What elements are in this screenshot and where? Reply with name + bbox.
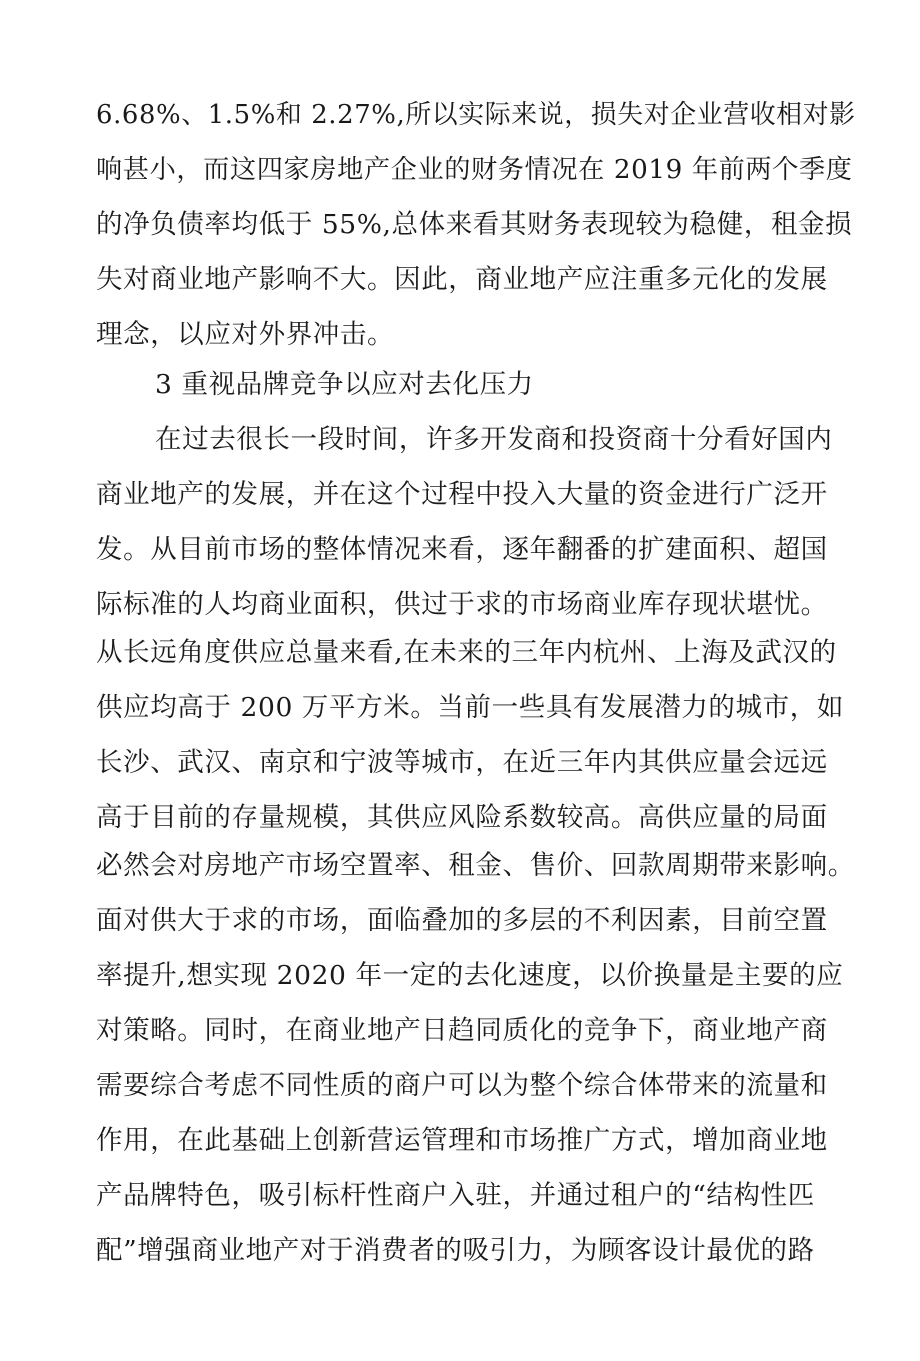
paragraph-2-line-12: 对策略。同时，在商业地产日趋同质化的竞争下，商业地产商 bbox=[96, 1015, 828, 1046]
paragraph-2-line-4: 际标准的人均商业面积，供过于求的市场商业库存现状堪忧。 bbox=[96, 589, 828, 620]
paragraph-2-line-14: 作用，在此基础上创新营运管理和市场推广方式，增加商业地 bbox=[96, 1125, 828, 1156]
paragraph-2-line-5: 从长远角度供应总量来看,在未来的三年内杭州、上海及武汉的 bbox=[96, 637, 837, 668]
paragraph-2-line-6: 供应均高于 200 万平方米。当前一些具有发展潜力的城市，如 bbox=[96, 692, 844, 723]
paragraph-1-line-5: 理念，以应对外界冲击。 bbox=[96, 319, 395, 350]
paragraph-1-line-2: 响甚小，而这四家房地产企业的财务情况在 2019 年前两个季度 bbox=[96, 155, 853, 185]
paragraph-2-line-16: 配”增强商业地产对于消费者的吸引力，为顾客设计最优的路 bbox=[96, 1235, 815, 1266]
paragraph-2-line-2: 商业地产的发展，并在这个过程中投入大量的资金进行广泛开 bbox=[96, 479, 828, 510]
paragraph-2-line-15: 产品牌特色，吸引标杆性商户入驻，并通过租户的“结构性匹 bbox=[96, 1180, 815, 1211]
paragraph-2-line-9: 必然会对房地产市场空置率、租金、售价、回款周期带来影响。 bbox=[96, 850, 855, 881]
paragraph-1-line-1: 6.68%、1.5%和 2.27%,所以实际来说，损失对企业营收相对影 bbox=[96, 100, 856, 130]
paragraph-2-line-7: 长沙、武汉、南京和宁波等城市，在近三年内其供应量会远远 bbox=[96, 747, 828, 778]
paragraph-1-line-4: 失对商业地产影响不大。因此，商业地产应注重多元化的发展 bbox=[96, 264, 828, 295]
paragraph-1-line-3: 的净负债率均低于 55%,总体来看其财务表现较为稳健，租金损 bbox=[96, 209, 853, 240]
paragraph-2-line-1: 在过去很长一段时间，许多开发商和投资商十分看好国内 bbox=[155, 424, 833, 455]
section-heading: 3 重视品牌竞争以应对去化压力 bbox=[155, 369, 534, 400]
paragraph-2-line-8: 高于目前的存量规模，其供应风险系数较高。高供应量的局面 bbox=[96, 802, 828, 833]
paragraph-2-line-11: 率提升,想实现 2020 年一定的去化速度，以价换量是主要的应 bbox=[96, 960, 844, 991]
paragraph-2-line-10: 面对供大于求的市场，面临叠加的多层的不利因素，目前空置 bbox=[96, 905, 828, 936]
paragraph-2-line-13: 需要综合考虑不同性质的商户可以为整个综合体带来的流量和 bbox=[96, 1070, 828, 1101]
paragraph-2-line-3: 发。从目前市场的整体情况来看，逐年翻番的扩建面积、超国 bbox=[96, 534, 828, 565]
